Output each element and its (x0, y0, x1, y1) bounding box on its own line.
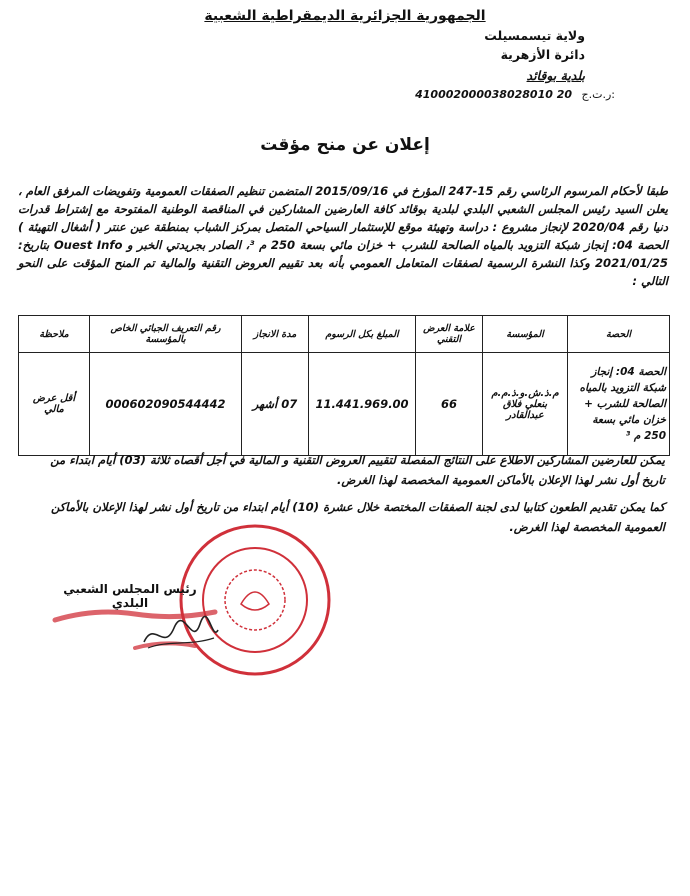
col-amount: المبلغ بكل الرسوم (309, 316, 416, 353)
award-table (18, 315, 670, 456)
cell-notes: أقل عرض مالي (19, 353, 90, 456)
col-duration: مدة الانجاز (242, 316, 309, 353)
signature-stroke-icon (144, 616, 218, 642)
nif-label: ر.ت.ج: (581, 88, 615, 101)
wilaya-line: ولاية تيسمسيلت (484, 28, 585, 43)
consultation-paragraph: يمكن للعارضين المشاركين الاطلاع على النتائج المفصلة لتقييم العروض التقنية و المالية في أجل أقصاه ثلاثة (03) أيام ابتداء من تاريخ أول نشر لهذا الإعلان بالأماكن العمومية المخصصة لهذا الغرض. (50, 453, 665, 487)
stamp-crescent-icon (241, 592, 269, 610)
cell-lot: الحصة 04: إنجاز شبكة التزويد بالمياه الصالحة للشرب + خزان مائي بسعة 250 م ³ (568, 353, 670, 456)
handwritten-signature (140, 612, 220, 657)
cell-tech-score: 66 (416, 353, 483, 456)
announcement-title: إعلان عن منح مؤقت (260, 135, 430, 155)
announcement-body (18, 182, 668, 290)
stamp-emblem-icon (225, 570, 285, 630)
republic-heading: الجمهورية الجزائرية الديمقراطية الشعبية (204, 8, 486, 24)
signatory-label: رئيس المجلس الشعبي البلدي (63, 582, 197, 610)
table-row (19, 353, 670, 456)
col-company: المؤسسة (483, 316, 568, 353)
appeal-paragraph: كما يمكن تقديم الطعون كتابيا لدى لجنة الصفقات المختصة خلال عشرة (10) أيام ابتداء من تاريخ أول نشر لهذا الإعلان بالأماكن العمومية المخصصة لهذا الغرض. (50, 500, 665, 534)
table-header-row (19, 316, 670, 353)
cell-duration: 07 أشهر (242, 353, 309, 456)
col-tech-score: علامة العرض التقني (416, 316, 483, 353)
commune-line: بلدية بوقائد (526, 68, 585, 83)
cell-company: م.ذ.ش.و.ذ.م.م بنعلي فلاق عبدالقادر (483, 353, 568, 456)
cell-tax-id: 000602090544442 (90, 353, 242, 456)
nif-number: 410002000038028010 20 (415, 88, 573, 101)
signature-stroke-icon (148, 638, 214, 648)
daira-line: دائرة الأزهرية (500, 47, 585, 62)
col-notes: ملاحظة (19, 316, 90, 353)
cell-amount: 11.441.969.00 (309, 353, 416, 456)
body-paragraph-1: طبقا لأحكام المرسوم الرئاسي رقم 15-247 المؤرخ في 2015/09/16 المتضمن تنظيم الصفقات العمومية وتفويضات المرفق العام ، يعلن السيد رئيس المجلس الشعبي البلدي لبلدية بوقائد كافة العارضين المشاركين في المناقصة الوطنية المفتوحة مع إشتراط قدرات دنيا رقم 2020/04 لإنجاز مشروع : دراسة وتهيئة موقع للإستثمار السياحي المتصل بمركز الشباب بمنطقة عين عنتر ( أشغال التهيئة ) الحصة 04: إنجاز شبكة التزويد بالمياه الصالحة للشرب + خزان مائي بسعة 250 م ³، الصادر بجريدتي الخبر و Ouest Info بتاريخ: 2021/01/25 وكذا النشرة الرسمية لصفقات المتعامل العمومي بأنه بعد تقييم العروض التقنية والمالية تم المنح المؤقت على النحو التالي : (18, 184, 668, 288)
col-lot: الحصة (568, 316, 670, 353)
col-tax-id: رقم التعريف الجبائي الخاص بالمؤسسة (90, 316, 242, 353)
nif-row (415, 88, 615, 101)
